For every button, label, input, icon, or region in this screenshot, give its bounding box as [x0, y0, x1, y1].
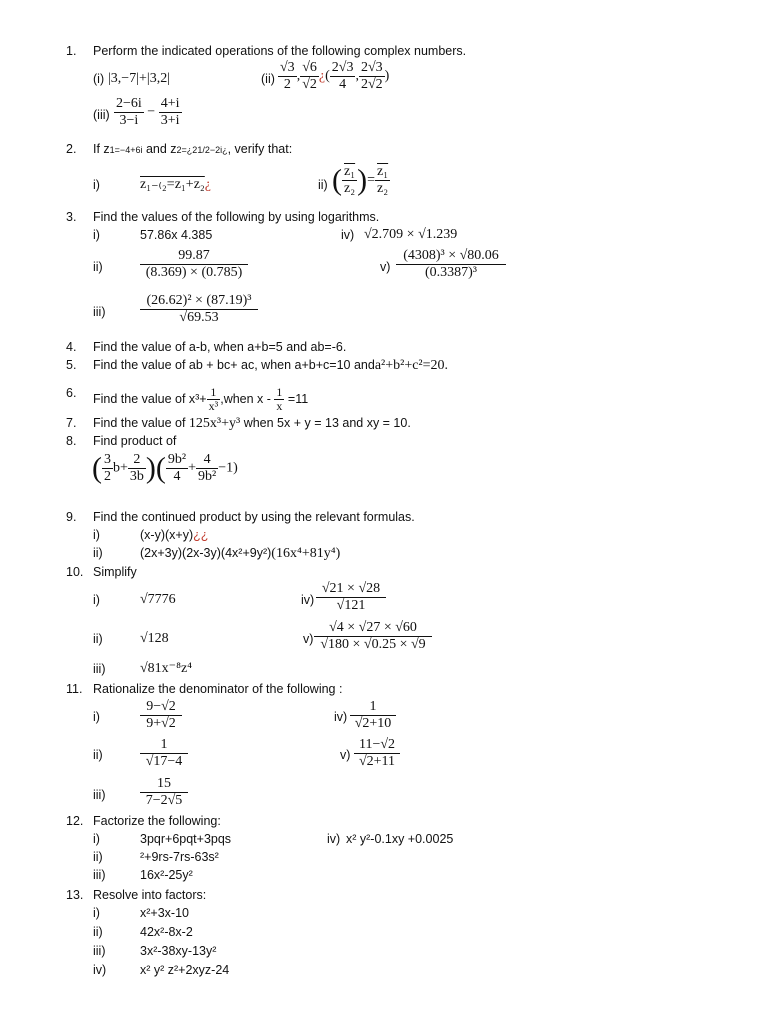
question-number: 9. [66, 510, 77, 524]
part-label: (ii) [261, 72, 275, 86]
question-number: 11. [66, 682, 83, 696]
part-label: iv) [341, 228, 355, 242]
math-expression: ( $\frac{3}{2}$ b+ $\frac{2}{3b}$ )( $\frac{\text{9b²}}{4}$ + $\frac{4}{\text{9b²}}$ −1) [92, 451, 238, 485]
question-text: Resolve into factors: [93, 888, 207, 902]
math-expression: |3,−7|+|3,2| [108, 71, 171, 86]
question-text: If z1=−4+6i and z2=¿21/2−2i¿, verify that: [93, 142, 293, 156]
math-expression: (x-y)(x+y)¿¿ [140, 528, 209, 542]
part-label: i) [93, 593, 100, 607]
question-text: Perform the indicated operations of the following complex numbers. [93, 44, 467, 58]
question-number: 8. [66, 434, 77, 448]
question-text: Find the value of x³+ $\frac{1}{\text{x³}}$ ,when x - $\frac{1}{x}$ =11 [93, 385, 309, 413]
part-label: iv) [301, 593, 315, 607]
question-text: Find the continued product by using the relevant formulas. [93, 510, 415, 524]
question-text: Find product of [93, 434, 177, 448]
question-text: Factorize the following: [93, 814, 221, 828]
math-fraction: $\frac{\text{(26.62)² × (87.19)³}}{√69.53}$ [140, 293, 258, 326]
math-expression: √7776 [140, 592, 176, 607]
part-label: ii) [93, 925, 103, 939]
math-fraction: $\frac{1}{√17-4}$ [140, 737, 188, 770]
math-expression: 42x²-8x-2 [140, 925, 193, 939]
math-expression: √128 [140, 631, 169, 646]
question-text: Rationalize the denominator of the following : [93, 682, 343, 696]
part-label: iii) [93, 662, 106, 676]
question-text: Find the value of 125x³+y³ when 5x + y = 13 and xy = 10. [93, 416, 411, 431]
math-fraction-group: $\frac{2-6i}{3-i}$ − $\frac{4+i}{3+i}$ [116, 96, 180, 128]
question-number: 13. [66, 888, 84, 902]
question-number: 4. [66, 340, 77, 354]
part-label: ii) [93, 850, 103, 864]
math-fraction: $\frac{15}{7-2√5}$ [140, 776, 188, 809]
part-label: ii) [93, 632, 103, 646]
part-label: i) [93, 178, 100, 192]
math-expression: 57.86x 4.385 [140, 228, 213, 242]
question-number: 1. [66, 44, 77, 58]
question-text: Find the values of the following by using logarithms. [93, 210, 380, 224]
part-label: v) [380, 260, 391, 274]
part-label: i) [93, 228, 100, 242]
math-expression: x² y² z²+2xyz-24 [140, 963, 230, 977]
math-expression: √81x⁻⁸z⁴ [140, 661, 193, 676]
math-expression: 16x²-25y² [140, 868, 193, 882]
part-label: i) [93, 528, 100, 542]
part-label: v) [303, 632, 314, 646]
math-expression: ²+9rs-7rs-63s² [140, 850, 219, 864]
math-expression: 3x²-38xy-13y² [140, 944, 217, 958]
question-text: Find the value of a-b, when a+b=5 and ab=-6. [93, 340, 347, 354]
question-number: 6. [66, 386, 77, 400]
question-number: 3. [66, 210, 77, 224]
math-expression: x²+3x-10 [140, 906, 189, 920]
math-fraction: $\frac{1}{√2+10}$ [350, 699, 396, 732]
question-number: 5. [66, 358, 77, 372]
part-label: (i) [93, 72, 105, 86]
part-label: iii) [93, 305, 106, 319]
part-label: ii) [93, 748, 103, 762]
math-expression: z₁₋₍₂=z₁+z₂¿ [140, 177, 212, 192]
math-expression: ( $\frac{\text{z₁}}{\text{z₂}}$ )= $\frac{\text{z₁}}{\text{z₂}}$ [332, 163, 389, 197]
part-label: v) [340, 748, 351, 762]
question-number: 7. [66, 416, 77, 430]
math-fraction: $\frac{9-√2}{9+√2}$ [140, 699, 182, 732]
part-label: iii) [93, 944, 106, 958]
part-label: i) [93, 906, 100, 920]
question-number: 12. [66, 814, 84, 828]
part-label: i) [93, 710, 100, 724]
question-number: 10. [66, 565, 84, 579]
question-text: Simplify [93, 565, 137, 579]
math-fraction-group: $\frac{√3}{2}$ , $\frac{√6}{√2}$ ¿( $\frac{2√3}{4}$ , $\frac{2√3}{2√2}$ ) [280, 60, 390, 92]
part-label: ii) [318, 178, 328, 192]
part-label: iv) [327, 832, 341, 846]
math-fraction: $\frac{√21 \times √28}{√121}$ [316, 581, 386, 614]
math-fraction: $\frac{11-√2}{√2+11}$ [354, 737, 400, 770]
part-label: (iii) [93, 108, 110, 122]
part-label: iii) [93, 868, 106, 882]
math-expression: 3pqr+6pqt+3pqs [140, 832, 232, 846]
part-label: ii) [93, 546, 103, 560]
part-label: iv) [93, 963, 107, 977]
math-expression: √2.709 × √1.239 [364, 227, 458, 242]
part-label: ii) [93, 260, 103, 274]
math-expression: (2x+3y)(2x-3y)(4x²+9y²)(16x⁴+81y⁴) [140, 546, 341, 561]
question-text: Find the value of ab + bc+ ac, when a+b+c=10 anda²+b²+c²=20. [93, 358, 449, 373]
math-fraction: $\frac{√4 \times √27 \times √60}{√180 \times √0.25 \times √9}$ [314, 620, 432, 653]
part-label: iii) [93, 788, 106, 802]
question-number: 2. [66, 142, 77, 156]
part-label: i) [93, 832, 100, 846]
math-fraction: $\frac{99.87}{(8.369) \times (0.785)}$ [140, 248, 248, 281]
math-expression: x² y²-0.1xy +0.0025 [346, 832, 454, 846]
part-label: iv) [334, 710, 348, 724]
math-fraction: $\frac{\text{(4308)³ × √80.06}}{\text{(0.3387)³}}$ [396, 248, 506, 281]
